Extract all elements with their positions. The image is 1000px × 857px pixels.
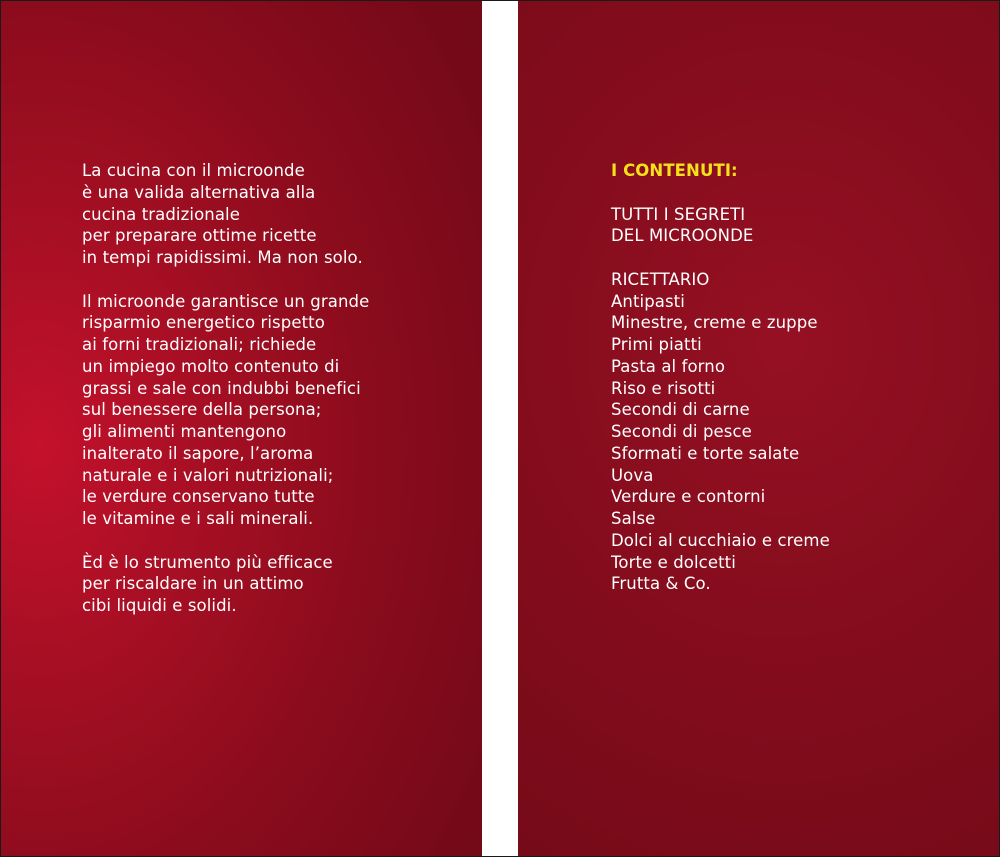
left-page bbox=[1, 1, 482, 856]
contents-item: Frutta & Co. bbox=[611, 574, 711, 594]
contents-item: Minestre, creme e zuppe bbox=[611, 313, 818, 333]
text-line: cucina tradizionale bbox=[82, 204, 240, 224]
intro-paragraph-3 bbox=[82, 552, 369, 617]
text-line: sul benessere della persona; bbox=[82, 400, 322, 420]
paragraph-gap bbox=[611, 182, 830, 204]
contents-item: Secondi di pesce bbox=[611, 422, 752, 441]
text-line: è una valida alternativa alla bbox=[82, 182, 316, 202]
text-line: le vitamine e i sali minerali. bbox=[82, 509, 314, 528]
text-line: Èd è lo strumento più efficace bbox=[82, 552, 333, 572]
intro-text bbox=[82, 160, 369, 617]
contents-item: Uova bbox=[611, 465, 654, 485]
contents-list bbox=[611, 160, 830, 595]
page-divider bbox=[482, 1, 518, 856]
text-line: per preparare ottime ricette bbox=[82, 226, 317, 246]
intro-paragraph-1 bbox=[82, 160, 369, 269]
text-line: cibi liquidi e solidi. bbox=[82, 596, 237, 615]
contents-heading: I CONTENUTI: bbox=[611, 161, 738, 180]
contents-item: Verdure e contorni bbox=[611, 487, 766, 507]
intro-paragraph-2 bbox=[82, 291, 369, 530]
text-line: in tempi rapidissimi. Ma non solo. bbox=[82, 248, 363, 267]
contents-item: Riso e risotti bbox=[611, 378, 716, 398]
section-title-segreti: DEL MICROONDE bbox=[611, 226, 754, 246]
paragraph-gap bbox=[82, 269, 369, 291]
text-line: gli alimenti mantengono bbox=[82, 422, 287, 441]
section-title-ricettario: RICETTARIO bbox=[611, 269, 710, 289]
text-line: inalterato il sapore, l’aroma bbox=[82, 443, 314, 463]
text-line: naturale e i valori nutrizionali; bbox=[82, 465, 334, 485]
paragraph-gap bbox=[82, 530, 369, 552]
text-line: La cucina con il microonde bbox=[82, 161, 305, 180]
text-line: ai forni tradizionali; richiede bbox=[82, 335, 317, 354]
right-page bbox=[518, 1, 999, 856]
paragraph-gap bbox=[611, 247, 830, 269]
contents-item: Secondi di carne bbox=[611, 400, 750, 420]
contents-item: Torte e dolcetti bbox=[611, 552, 736, 572]
contents-item: Dolci al cucchiaio e creme bbox=[611, 530, 830, 550]
contents-item: Pasta al forno bbox=[611, 356, 726, 376]
contents-item: Salse bbox=[611, 509, 656, 528]
contents-item: Primi piatti bbox=[611, 335, 702, 354]
text-line: Il microonde garantisce un grande bbox=[82, 291, 370, 311]
text-line: risparmio energetico rispetto bbox=[82, 313, 325, 333]
contents-item: Antipasti bbox=[611, 291, 685, 311]
text-line: le verdure conservano tutte bbox=[82, 487, 315, 507]
contents-item: Sformati e torte salate bbox=[611, 443, 800, 463]
section-title-segreti: TUTTI I SEGRETI bbox=[611, 204, 746, 224]
text-line: per riscaldare in un attimo bbox=[82, 574, 304, 594]
text-line: grassi e sale con indubbi benefici bbox=[82, 378, 361, 398]
text-line: un impiego molto contenuto di bbox=[82, 356, 340, 376]
